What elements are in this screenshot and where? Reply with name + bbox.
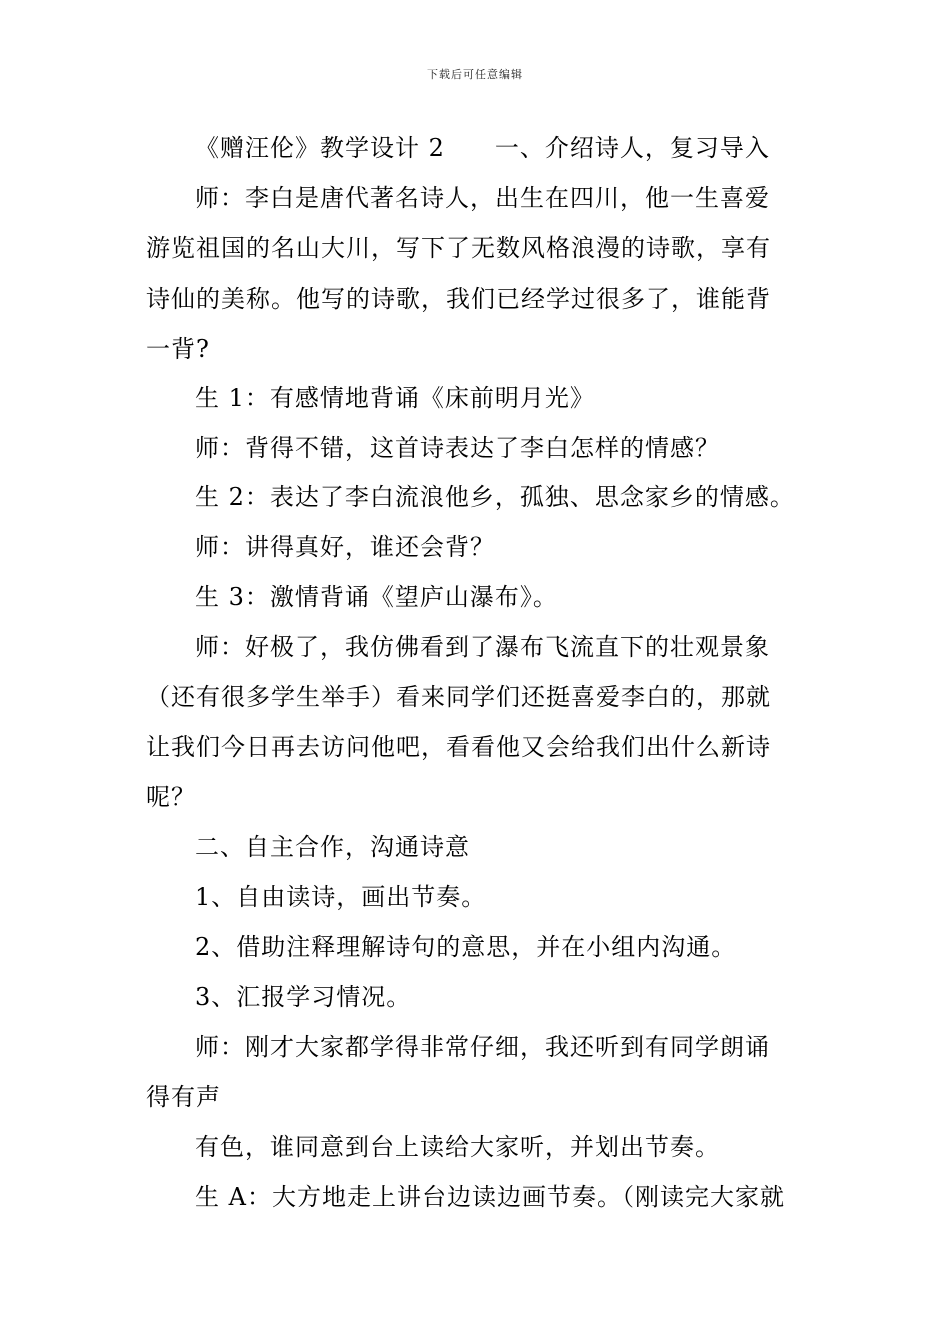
- list-item: 3、汇报学习情况。: [195, 983, 412, 1011]
- paragraph-line: 游览祖国的名山大川，写下了无数风格浪漫的诗歌，享有: [146, 234, 771, 262]
- paragraph-line: 得有声: [146, 1083, 221, 1111]
- title-line: 《赠汪伦》教学设计 2 一、介绍诗人，复习导入: [195, 134, 770, 162]
- paragraph-line: 师：讲得真好，谁还会背？: [195, 533, 495, 561]
- list-item: 1、自由读诗，画出节奏。: [195, 883, 487, 911]
- paragraph-line: 诗仙的美称。他写的诗歌，我们已经学过很多了，谁能背: [146, 285, 771, 313]
- paragraph-line: （还有很多学生举手）看来同学们还挺喜爱李白的，那就: [146, 683, 771, 711]
- paragraph-line: 一背?: [146, 335, 210, 363]
- paragraph-line: 有色，谁同意到台上读给大家听，并划出节奏。: [195, 1133, 720, 1161]
- paragraph-line: 生 A：大方地走上讲台边读边画节奏。（刚读完大家就: [195, 1183, 785, 1211]
- paragraph-line: 生 1：有感情地背诵《床前明月光》: [195, 384, 595, 412]
- paragraph-line: 生 3：激情背诵《望庐山瀑布》。: [195, 583, 558, 611]
- paragraph-line: 师：背得不错，这首诗表达了李白怎样的情感？: [195, 434, 720, 462]
- paragraph-line: 生 2：表达了李白流浪他乡，孤独、思念家乡的情感。: [195, 483, 795, 511]
- paragraph-line: 师：李白是唐代著名诗人，出生在四川，他一生喜爱: [195, 184, 770, 212]
- paragraph-line: 让我们今日再去访问他吧，看看他又会给我们出什么新诗: [146, 733, 771, 761]
- paragraph-line: 师：好极了，我仿佛看到了瀑布飞流直下的壮观景象: [195, 633, 770, 661]
- paragraph-line: 师：刚才大家都学得非常仔细，我还听到有同学朗诵: [195, 1033, 770, 1061]
- paragraph-line: 呢？: [146, 783, 196, 811]
- page-header-note: 下载后可任意编辑: [427, 68, 523, 81]
- list-item: 2、借助注释理解诗句的意思，并在小组内沟通。: [195, 933, 737, 961]
- section-heading: 二、自主合作，沟通诗意: [195, 833, 470, 861]
